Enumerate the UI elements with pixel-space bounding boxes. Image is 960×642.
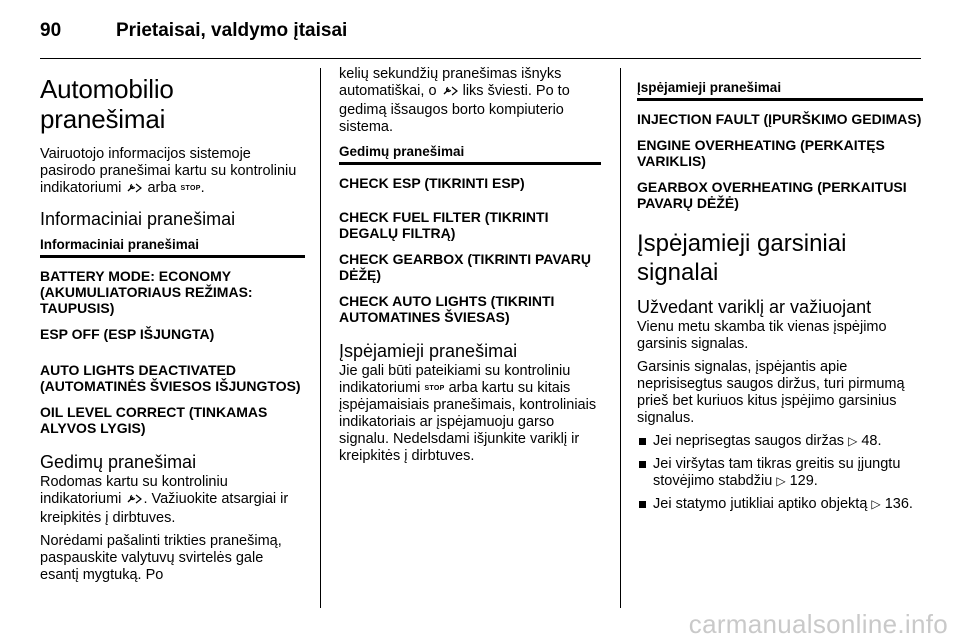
warning-paragraph: Jie gali būti pateikiami su kontroliniu indikatoriumi STOP arba kartu su kitais įspėjamaisiais pranešimais, kontroliniais indikatoriais ar įspėjamuoju garso signalu. Nedelsdami išjunkite variklį ir kreipkitės į dirbtuves. (339, 363, 597, 464)
warning-message: GEARBOX OVERHEATING (PERKAITUSI PAVARŲ DĖŽĖ) (637, 179, 907, 211)
page-reference[interactable]: 136. (884, 496, 913, 512)
main-title: Automobilio pranešimai (40, 74, 174, 134)
list-item: Jei neprisegtas saugos diržas ▷ 48. (637, 433, 923, 450)
chimes-paragraph-1: Vienu metu skamba tik vienas įspėjimo garsinis signalas. (637, 319, 887, 352)
wrench-car-icon (125, 493, 143, 510)
fault-heading: Gedimų pranešimai (40, 452, 197, 472)
page-header (40, 16, 920, 50)
bullet-square-icon (639, 501, 646, 508)
warning-message: ENGINE OVERHEATING (PERKAITĘS VARIKLIS) (637, 137, 885, 169)
list-item: Jei viršytas tam tikras greitis su įjungtu stovėjimo stabdžiu ▷ 129. (637, 456, 923, 490)
fault-clear-paragraph: Norėdami pašalinti trikties pranešimą, paspauskite valytuvų svirtelės gale esantį mygtuką. Po (40, 533, 282, 583)
warning-message: INJECTION FAULT (ĮPURŠKIMO GEDIMAS) (637, 111, 922, 127)
page-reference-arrow-icon: ▷ (871, 497, 881, 511)
page-reference[interactable]: 48. (861, 433, 882, 449)
info-message: BATTERY MODE: ECONOMY (AKUMULIATORIAUS REŽIMAS: TAUPUSIS) (40, 268, 253, 316)
fault-message: CHECK AUTO LIGHTS (TIKRINTI AUTOMATINES ŠVIESAS) (339, 293, 555, 325)
stop-icon: STOP (180, 185, 201, 192)
fault-box-title: Gedimų pranešimai (339, 142, 601, 165)
page-reference[interactable]: 129. (789, 473, 818, 489)
column-divider (320, 68, 321, 608)
column-3 (637, 66, 923, 519)
fault-message: CHECK GEARBOX (TIKRINTI PAVARŲ DĖŽĘ) (339, 251, 591, 283)
continued-paragraph: kelių sekundžių pranešimas išnyks automatiškai, o liks šviesti. Po to gedimą išsaugos borto kompiuterio sistema. (339, 66, 570, 135)
page-reference-arrow-icon: ▷ (848, 434, 858, 448)
list-item: Jei statymo jutikliai aptiko objektą ▷ 136. (637, 496, 923, 513)
fault-message: CHECK ESP (TIKRINTI ESP) (339, 175, 525, 191)
wrench-car-icon (125, 182, 143, 199)
stop-icon: STOP (424, 385, 445, 392)
info-message: ESP OFF (ESP IŠJUNGTA) (40, 326, 215, 342)
warning-box-title: Įspėjamieji pranešimai (637, 78, 923, 101)
info-box-title: Informaciniai pranešimai (40, 235, 305, 258)
column-2 (339, 66, 601, 471)
fault-message: CHECK FUEL FILTER (TIKRINTI DEGALŲ FILTRĄ) (339, 209, 549, 241)
wrench-car-icon (441, 85, 459, 102)
page-number: 90 (40, 20, 62, 41)
warning-heading: Įspėjamieji pranešimai (339, 341, 518, 361)
column-divider (620, 68, 621, 608)
engine-heading: Užvedant variklį ar važiuojant (637, 297, 872, 317)
column-1 (40, 64, 305, 590)
page-reference-arrow-icon: ▷ (776, 474, 786, 488)
chimes-heading: Įspėjamieji garsiniai signalai (637, 230, 847, 286)
bullet-square-icon (639, 438, 646, 445)
watermark: carmanualsonline.info (688, 609, 948, 639)
section-title: Prietaisai, valdymo įtaisai (116, 20, 348, 41)
info-message: OIL LEVEL CORRECT (TINKAMAS ALYVOS LYGIS) (40, 404, 268, 436)
bullet-square-icon (639, 461, 646, 468)
chimes-paragraph-2: Garsinis signalas, įspėjantis apie neprisisegtus saugos diržus, turi pirmumą prieš bet kuriuos kitus įspėjimo garsinius signalus. (637, 359, 905, 426)
header-rule (40, 58, 921, 59)
intro-paragraph: Vairuotojo informacijos sistemoje pasirodo pranešimai kartu su kontroliniu indikatoriumi arba STOP. (40, 146, 305, 199)
info-message: AUTO LIGHTS DEACTIVATED (AUTOMATINĖS ŠVIESOS IŠJUNGTOS) (40, 362, 301, 394)
info-heading: Informaciniai pranešimai (40, 209, 236, 229)
fault-paragraph: Rodomas kartu su kontroliniu indikatoriumi . Važiuokite atsargiai ir kreipkitės į dirbtuves. (40, 474, 289, 526)
